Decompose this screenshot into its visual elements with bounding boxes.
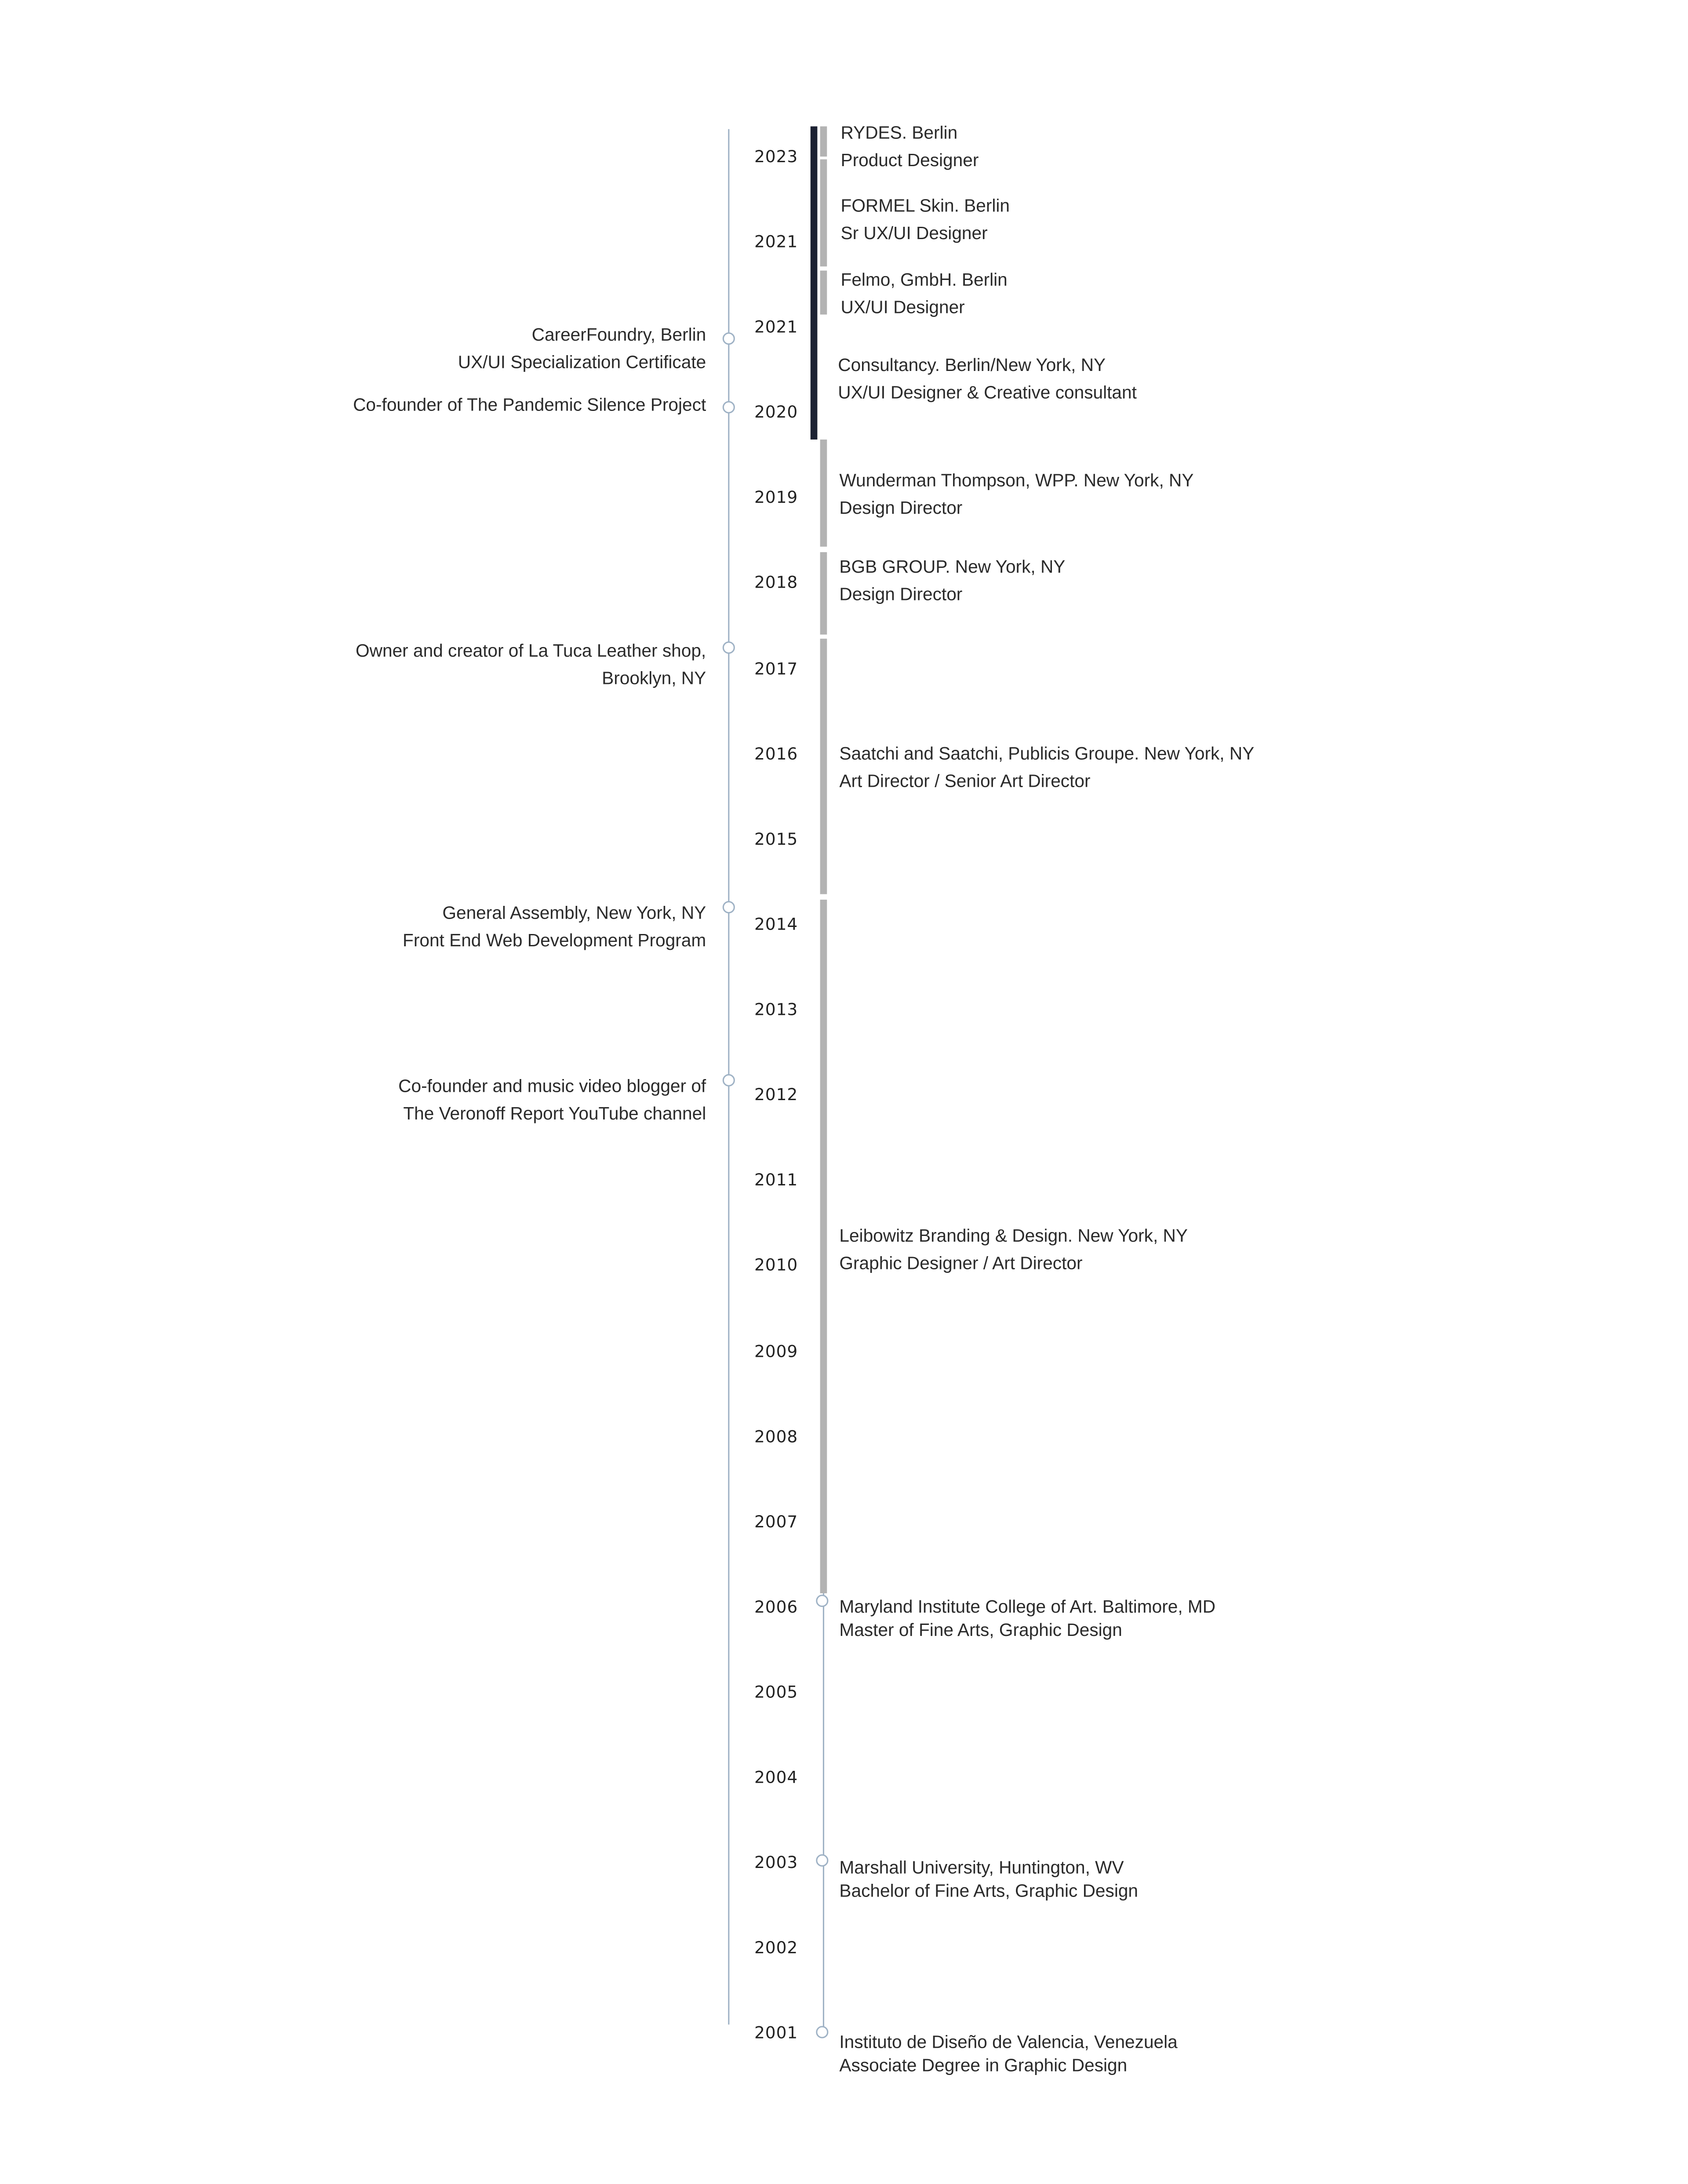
education-event [403, 900, 706, 955]
year-label: 2019 [754, 487, 798, 507]
job-company: Felmo, GmbH. Berlin [840, 269, 1008, 290]
milestone-dot [723, 901, 735, 913]
job-bar-felmo [820, 271, 827, 315]
event-line-1: Owner and creator of La Tuca Leather shop, [356, 640, 706, 661]
year-label: 2021 [754, 232, 798, 251]
year-label: 2005 [754, 1683, 798, 1702]
year-label: 2014 [754, 915, 798, 934]
degree-entry [839, 1595, 1215, 1641]
year-label: 2009 [754, 1342, 798, 1361]
job-entry [839, 740, 1254, 795]
job-role: Product Designer [840, 149, 979, 171]
job-company: Leibowitz Branding & Design. New York, NY [839, 1225, 1188, 1246]
milestone-dot [723, 1074, 735, 1087]
degree-entry [839, 1856, 1138, 1902]
degree-title: Associate Degree in Graphic Design [839, 2055, 1128, 2075]
year-label: 2016 [754, 744, 798, 764]
job-entry [839, 553, 1065, 608]
degree-school: Marshall University, Huntington, WV [839, 1857, 1124, 1878]
year-label: 2004 [754, 1767, 798, 1787]
job-entry [839, 467, 1193, 522]
job-role: Design Director [839, 584, 963, 604]
job-entry [841, 120, 979, 174]
education-event [353, 392, 706, 419]
year-label: 2006 [754, 1597, 798, 1617]
current-period-bar [811, 127, 818, 440]
year-label: 2011 [754, 1170, 798, 1190]
job-entry [841, 266, 1008, 321]
degree-title: Bachelor of Fine Arts, Graphic Design [839, 1880, 1139, 1901]
job-company: Saatchi and Saatchi, Publicis Groupe. New York, NY [839, 743, 1255, 764]
job-company: Wunderman Thompson, WPP. New York, NY [839, 469, 1194, 491]
event-line-2: The Veronoff Report YouTube channel [403, 1103, 706, 1124]
year-label: 2002 [754, 1938, 798, 1958]
education-event [398, 1073, 706, 1128]
job-role: UX/UI Designer [840, 297, 965, 317]
year-label: 2021 [754, 317, 798, 337]
event-line-1: CareerFoundry, Berlin [531, 324, 706, 345]
milestone-dot [723, 641, 735, 654]
year-label: 2007 [754, 1512, 798, 1532]
event-line-1: Co-founder and music video blogger of [398, 1075, 706, 1096]
year-label: 2018 [754, 573, 798, 592]
right-timeline-line [822, 1593, 824, 2033]
degree-title: Master of Fine Arts, Graphic Design [839, 1619, 1122, 1640]
job-entry [841, 193, 1010, 247]
job-entry [838, 352, 1137, 407]
degree-entry [839, 2030, 1177, 2077]
year-label: 2015 [754, 829, 798, 849]
degree-school: Instituto de Diseño de Valencia, Venezuela [839, 2031, 1178, 2052]
year-label: 2001 [754, 2023, 798, 2042]
job-role: Sr UX/UI Designer [840, 222, 988, 243]
job-role: UX/UI Designer & Creative consultant [838, 382, 1137, 403]
job-company: Consultancy. Berlin/New York, NY [838, 354, 1106, 375]
event-line-1: Co-founder of The Pandemic Silence Project [353, 394, 706, 415]
job-role: Design Director [839, 497, 963, 518]
event-line-1: General Assembly, New York, NY [442, 902, 706, 923]
event-line-2: UX/UI Specialization Certificate [458, 352, 706, 372]
job-bar-bgb [820, 552, 827, 635]
year-label: 2017 [754, 659, 798, 679]
year-label: 2013 [754, 1000, 798, 1019]
year-label: 2020 [754, 402, 798, 422]
job-role: Graphic Designer / Art Director [839, 1253, 1083, 1273]
education-event [458, 321, 706, 376]
event-line-2: Front End Web Development Program [403, 930, 706, 951]
job-company: RYDES. Berlin [840, 122, 958, 143]
event-line-2: Brooklyn, NY [602, 667, 706, 688]
job-company: FORMEL Skin. Berlin [840, 195, 1010, 216]
job-company: BGB GROUP. New York, NY [839, 556, 1066, 577]
year-label: 2003 [754, 1853, 798, 1872]
year-label: 2008 [754, 1427, 798, 1446]
year-label: 2010 [754, 1255, 798, 1275]
education-event [356, 637, 706, 692]
year-label: 2012 [754, 1085, 798, 1105]
job-role: Art Director / Senior Art Director [839, 770, 1091, 791]
degree-school: Maryland Institute College of Art. Baltimore, MD [839, 1596, 1216, 1617]
job-entry [839, 1222, 1188, 1277]
year-label: 2023 [754, 147, 798, 167]
